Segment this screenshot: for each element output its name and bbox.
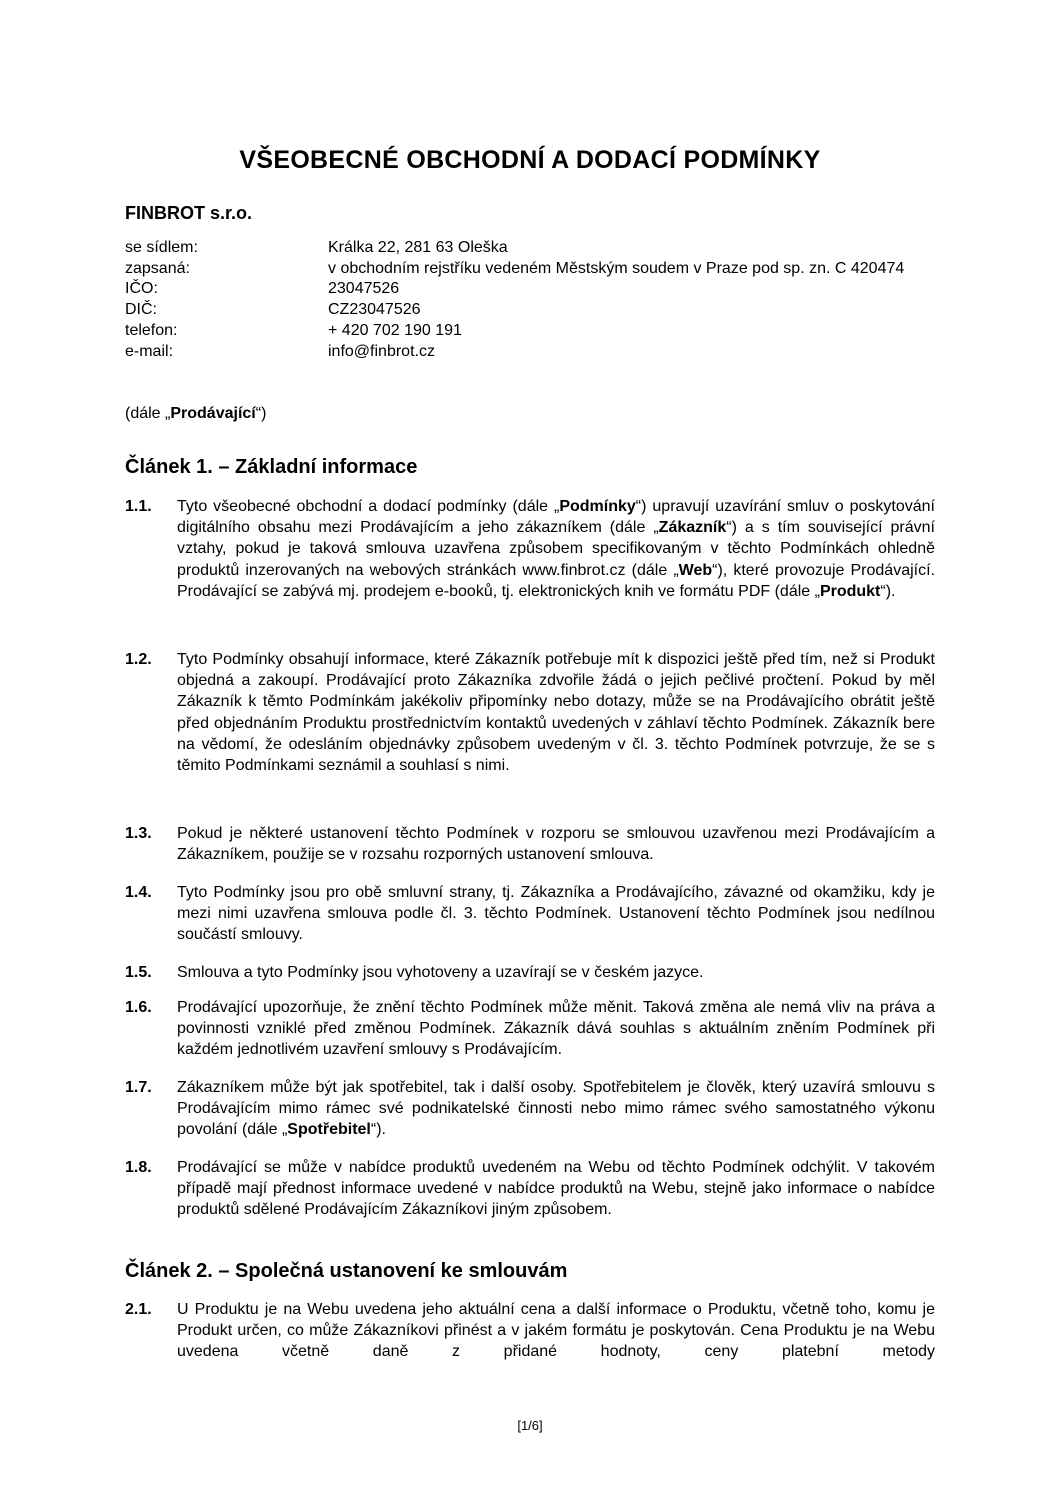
clause-1-6	[125, 997, 935, 1061]
info-value: 23047526	[328, 280, 400, 298]
clause-number: 1.1.	[125, 498, 152, 515]
clause-number: 1.2.	[125, 651, 152, 668]
clause-1-4	[125, 882, 935, 946]
clause-text: Smlouva a tyto Podmínky jsou vyhotoveny a uzavírají se v českém jazyce.	[177, 964, 704, 981]
info-label: se sídlem:	[125, 239, 198, 256]
info-row-ico	[125, 279, 935, 300]
page-number: [1/6]	[517, 1418, 543, 1433]
info-row-registered	[125, 259, 935, 280]
clause-number: 1.5.	[125, 964, 152, 981]
clause-text: Prodávající se může v nabídce produktů uvedeném na Webu od těchto Podmínek odchýlit. V takovém případě mají přednost informace uvedené v nabídce produktů na Webu, stejně jako informace o nabídce produktů sdělené Prodávajícím Zákazníkovi jiným způsobem.	[177, 1159, 935, 1219]
article-2-heading: Článek 2. – Společná ustanovení ke smlouvám	[125, 1260, 568, 1282]
clause-2-1	[125, 1299, 935, 1363]
clause-1-7	[125, 1077, 935, 1141]
info-row-phone	[125, 321, 935, 342]
info-label: zapsaná:	[125, 259, 190, 277]
info-label: e-mail:	[125, 342, 174, 360]
seller-alias	[125, 405, 266, 423]
article-1-heading: Článek 1. – Základní informace	[125, 456, 418, 478]
alias-term: Prodávající	[170, 405, 256, 422]
clause-number: 2.1.	[125, 1301, 152, 1318]
alias-prefix: (dále „	[125, 405, 171, 422]
clause-text: U Produktu je na Webu uvedena jeho aktuální cena a další informace o Produktu, včetně toho, komu je Produkt určen, co může Zákazníkovi přinést a v jakém formátu je poskytován. Cena Produktu je na Webu uvedena včetně daně z přidané hodnoty, ceny platební metody	[177, 1301, 935, 1361]
company-name: FINBROT s.r.o.	[125, 203, 253, 223]
clause-1-8	[125, 1157, 935, 1221]
info-value: + 420 702 190 191	[328, 321, 462, 339]
info-value: CZ23047526	[328, 301, 421, 319]
clause-text: Zákazníkem může být jak spotřebitel, tak i další osoby. Spotřebitelem je člověk, který uzavírá smlouvu s Prodávajícím mimo rámec své podnikatelské činnosti nebo mimo rámec svého samostatného výkonu povolání (dále „Spotřebitel“).	[177, 1079, 935, 1139]
clause-number: 1.8.	[125, 1159, 152, 1176]
clause-1-5	[125, 962, 935, 983]
clause-text: Pokud je některé ustanovení těchto Podmínek v rozporu se smlouvou uzavřenou mezi Prodávajícím a Zákazníkem, použije se v rozsahu rozporných ustanovení smlouva.	[177, 825, 935, 864]
info-value: v obchodním rejstříku vedeném Městským soudem v Praze pod sp. zn. C 420474	[328, 259, 905, 277]
clause-1-2	[125, 649, 935, 776]
info-row-email	[125, 342, 935, 363]
clause-number: 1.3.	[125, 825, 152, 842]
clause-text: Tyto všeobecné obchodní a dodací podmínky (dále „Podmínky“) upravují uzavírání smluv o poskytování digitálního obsahu mezi Prodávajícím a jeho zákazníkem (dále „Zákazník“) a s tím související právní vztahy, pokud je taková smlouva uzavřena způsobem specifikovaným v těchto Podmínkách ohledně produktů inzerovaných na webových stránkách www.finbrot.cz (dále „Web“), které provozuje Prodávající. Prodávající se zabývá mj. prodejem e-booků, tj. elektronických knih ve formátu PDF (dále „Produkt“).	[177, 498, 935, 600]
clause-number: 1.6.	[125, 999, 152, 1016]
company-info-table	[125, 238, 935, 362]
info-label: IČO:	[125, 280, 158, 298]
info-row-dic	[125, 300, 935, 321]
info-label: DIČ:	[125, 301, 157, 319]
info-row-seat	[125, 238, 935, 259]
info-label: telefon:	[125, 321, 178, 339]
clause-1-1	[125, 496, 935, 602]
document-title: VŠEOBECNÉ OBCHODNÍ A DODACÍ PODMÍNKY	[239, 146, 821, 174]
clause-1-3	[125, 823, 935, 865]
clause-text: Tyto Podmínky obsahují informace, které Zákazník potřebuje mít k dispozici ještě před tím, než si Produkt objedná a zakoupí. Prodávající proto Zákazníka zdvořile žádá o jejich pečlivé pročtení. Pokud by měl Zákazník k těmto Podmínkám jakékoliv připomínky nebo dotazy, může se na Prodávajícího obrátit ještě před objednáním Produktu prostřednictvím kontaktů uvedených v záhlaví těchto Podmínek. Zákazník bere na vědomí, že odesláním objednávky způsobem uvedeným v čl. 3. těchto Podmínek potvrzuje, že se s těmito Podmínkami seznámil a souhlasí s nimi.	[177, 651, 935, 775]
clause-text: Prodávající upozorňuje, že znění těchto Podmínek může měnit. Taková změna ale nemá vliv na práva a povinnosti vzniklé před změnou Podmínek. Zákazník dává souhlas s aktuálním zněním Podmínek při každém jednotlivém uzavření smlouvy s Prodávajícím.	[177, 999, 935, 1059]
info-value: Králka 22, 281 63 Oleška	[328, 239, 508, 256]
email-link[interactable]: info@finbrot.cz	[328, 342, 435, 360]
clause-number: 1.4.	[125, 884, 152, 901]
clause-number: 1.7.	[125, 1079, 152, 1096]
alias-suffix: “)	[255, 405, 267, 422]
clause-text: Tyto Podmínky jsou pro obě smluvní strany, tj. Zákazníka a Prodávajícího, závazné od okamžiku, kdy je mezi nimi uzavřena smlouva podle čl. 3. těchto Podmínek. Ustanovení těchto Podmínek jsou nedílnou součástí smlouvy.	[177, 884, 935, 944]
